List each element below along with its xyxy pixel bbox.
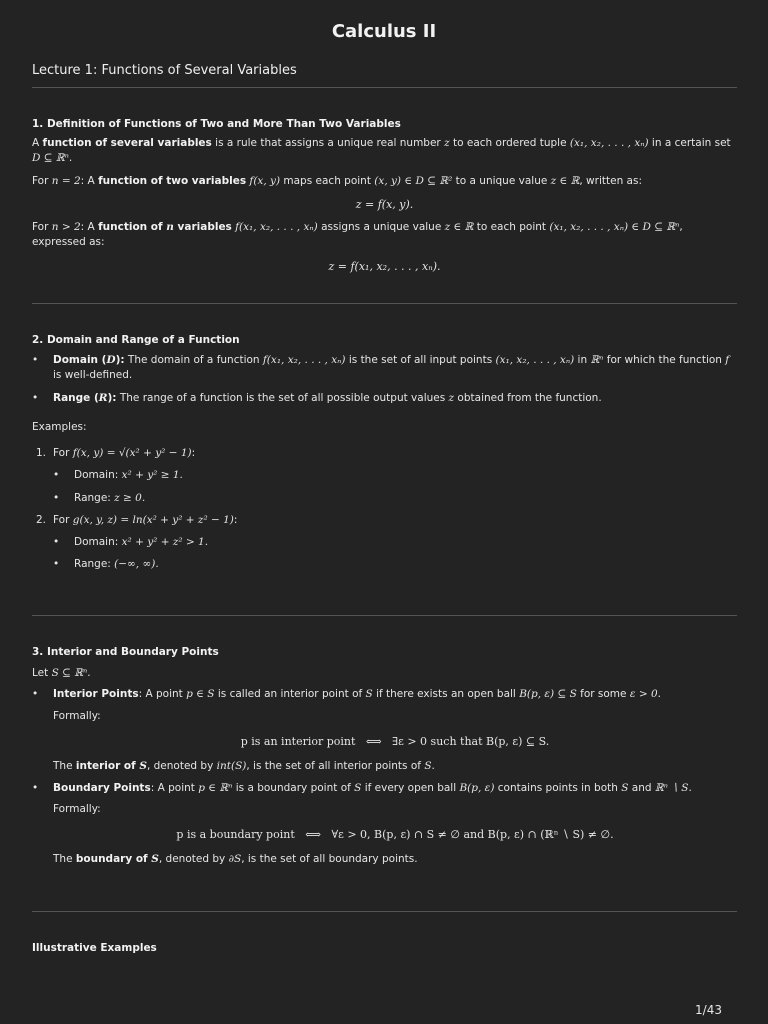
math: f(x₁, x₂, . . . , xₙ) — [231, 220, 318, 233]
text: is the set of all input points — [345, 354, 496, 367]
text: The domain of a function — [124, 354, 263, 367]
term: interior of — [75, 759, 140, 772]
page-number: 1/43 — [695, 1003, 722, 1017]
text: A — [32, 137, 43, 150]
text: For — [32, 220, 52, 233]
term: variables — [173, 220, 232, 233]
math: ℝⁿ ∖ S — [654, 782, 689, 795]
term: function of several variables — [42, 137, 212, 150]
text: to a unique value — [452, 174, 551, 187]
term: ): — [107, 391, 117, 404]
list-item — [32, 391, 737, 406]
list-item — [53, 468, 737, 483]
math: n — [166, 220, 174, 233]
text: For — [32, 174, 52, 187]
text: : A point — [150, 782, 199, 795]
divider — [32, 303, 737, 304]
examples-label: Examples: — [32, 420, 87, 433]
math: S ⊆ ℝⁿ — [51, 667, 88, 680]
definition-paragraph — [32, 136, 737, 166]
math: g(x, y, z) = ln(x² + y² + z² − 1) — [72, 513, 234, 526]
text: , written as: — [579, 174, 643, 187]
math: f(x₁, x₂, . . . , xₙ) — [262, 354, 346, 367]
equation-2: z = f(x₁, x₂, . . . , xₙ). — [328, 260, 441, 274]
math: z ≥ 0. — [114, 491, 146, 504]
math: S — [151, 853, 159, 866]
list-item — [32, 513, 737, 573]
lecture-title: Lecture 1: Functions of Several Variables — [32, 63, 297, 78]
text: : A — [80, 220, 99, 233]
text: is a boundary point of — [232, 782, 355, 795]
text: . — [688, 782, 692, 795]
math: n > 2 — [51, 220, 81, 233]
term: function of two variables — [98, 174, 247, 187]
text: and — [628, 782, 655, 795]
section-4-heading: Illustrative Examples — [32, 942, 157, 954]
term: Domain ( — [53, 354, 107, 367]
section-1 — [32, 117, 737, 275]
text: : A point — [138, 688, 187, 701]
list-item — [32, 353, 737, 383]
text: Range: — [74, 558, 115, 571]
text: For — [53, 513, 73, 526]
math: ∂S — [228, 853, 242, 866]
text: . — [657, 688, 661, 701]
text: to each ordered tuple — [449, 137, 570, 150]
math: D — [106, 354, 116, 367]
text: to each point — [473, 220, 550, 233]
text: . — [431, 759, 435, 772]
math: (x₁, x₂, . . . , xₙ) — [495, 354, 575, 367]
math: f(x, y) = √(x² + y² − 1) — [72, 447, 192, 460]
math: z — [444, 137, 450, 150]
interior-equation: p is an interior point ⟺ ∃ε > 0 such that B(p, ε) ⊆ S. — [240, 734, 550, 748]
list-item — [32, 781, 737, 868]
math: S — [424, 759, 432, 772]
formally-label: Formally: — [53, 803, 101, 816]
text: assigns a unique value — [317, 220, 445, 233]
math: D ⊆ ℝⁿ — [32, 152, 69, 165]
math: f(x, y) — [246, 174, 281, 187]
list-item — [32, 446, 737, 506]
text: is well-defined. — [53, 369, 133, 382]
term: Interior Points — [53, 688, 139, 701]
math: p ∈ ℝⁿ — [198, 782, 233, 795]
divider — [32, 615, 737, 616]
text: in — [574, 354, 591, 367]
points-list — [32, 687, 737, 867]
list-item — [53, 557, 737, 572]
examples-list — [32, 446, 737, 572]
math: R — [98, 391, 108, 404]
math: (−∞, ∞). — [114, 558, 159, 571]
math: B(p, ε) — [459, 782, 495, 795]
section-3-heading: 3. Interior and Boundary Points — [32, 646, 219, 658]
formally-label: Formally: — [53, 709, 101, 722]
interior-note — [53, 759, 737, 774]
math: f — [725, 354, 730, 367]
math: z ∈ ℝ — [444, 220, 474, 233]
text: , is the set of all interior points of — [246, 759, 425, 772]
term: function of — [98, 220, 167, 233]
section-2 — [32, 333, 737, 572]
text: , is the set of all boundary points. — [241, 853, 418, 866]
math: ℝⁿ — [590, 354, 604, 367]
math: S — [621, 782, 629, 795]
text: is a rule that assigns a unique real number — [211, 137, 445, 150]
math: p ∈ S — [186, 688, 215, 701]
text: , denoted by — [146, 759, 217, 772]
divider — [32, 87, 737, 88]
text: Domain: — [74, 469, 122, 482]
math: n = 2 — [51, 174, 81, 187]
item-number: 1. — [36, 447, 47, 460]
term: Range ( — [53, 391, 99, 404]
two-variable-paragraph — [32, 174, 737, 189]
math: ε > 0 — [629, 688, 658, 701]
term: boundary of — [75, 853, 152, 866]
text: For — [53, 447, 73, 460]
definition-list — [32, 353, 737, 406]
text: The — [53, 759, 76, 772]
math: B(p, ε) ⊆ S — [519, 688, 577, 701]
text: . — [68, 152, 73, 165]
equation-1: z = f(x, y). — [355, 197, 414, 211]
boundary-equation: p is a boundary point ⟺ ∀ε > 0, B(p, ε) ∩ S ≠ ∅ and B(p, ε) ∩ (ℝⁿ ∖ S) ≠ ∅. — [176, 828, 614, 842]
math: S — [365, 688, 373, 701]
text: : A — [80, 174, 99, 187]
text: The range of a function is the set of all possible output values — [116, 391, 449, 404]
text: is called an interior point of — [214, 688, 366, 701]
text: , expressed as: — [32, 220, 683, 249]
math: z — [448, 391, 455, 404]
list-item — [32, 687, 737, 774]
text: maps each point — [280, 174, 375, 187]
text: for some — [576, 688, 630, 701]
text: . — [87, 667, 91, 680]
text: Domain: — [74, 535, 122, 548]
math: x² + y² ≥ 1. — [121, 469, 183, 482]
term: ): — [115, 354, 125, 367]
section-4 — [32, 941, 737, 956]
boundary-note — [53, 852, 737, 867]
let-statement — [32, 666, 737, 681]
text: contains points in both — [494, 782, 622, 795]
term: Boundary Points — [53, 782, 151, 795]
text: for which the function — [603, 354, 726, 367]
math: (x, y) ∈ D ⊆ ℝ² — [374, 174, 453, 187]
text: Let — [32, 667, 52, 680]
section-2-heading: 2. Domain and Range of a Function — [32, 334, 240, 346]
list-item — [53, 535, 737, 550]
math: S — [354, 782, 362, 795]
section-1-heading: 1. Definition of Functions of Two and More Than Two Variables — [32, 118, 401, 130]
divider — [32, 911, 737, 912]
sub-list — [53, 535, 737, 572]
math: int(S) — [216, 759, 247, 772]
text: if every open ball — [361, 782, 460, 795]
list-item — [53, 491, 737, 506]
math: z ∈ ℝ — [550, 174, 580, 187]
text: in a certain set — [648, 137, 731, 150]
text: , denoted by — [158, 853, 229, 866]
page-title: Calculus II — [331, 21, 437, 42]
sub-list — [53, 468, 737, 505]
text: Range: — [74, 491, 115, 504]
item-number: 2. — [36, 513, 47, 526]
text: : — [191, 447, 196, 460]
math: S — [139, 759, 147, 772]
text: if there exists an open ball — [372, 688, 520, 701]
math: (x₁, x₂, . . . , xₙ) — [569, 137, 649, 150]
math: x² + y² + z² > 1. — [121, 535, 209, 548]
text: obtained from the function. — [454, 391, 602, 404]
text: : — [233, 513, 238, 526]
section-3 — [32, 645, 737, 868]
math: (x₁, x₂, . . . , xₙ) ∈ D ⊆ ℝⁿ — [549, 220, 680, 233]
n-variable-paragraph — [32, 220, 737, 250]
text: The — [53, 853, 76, 866]
